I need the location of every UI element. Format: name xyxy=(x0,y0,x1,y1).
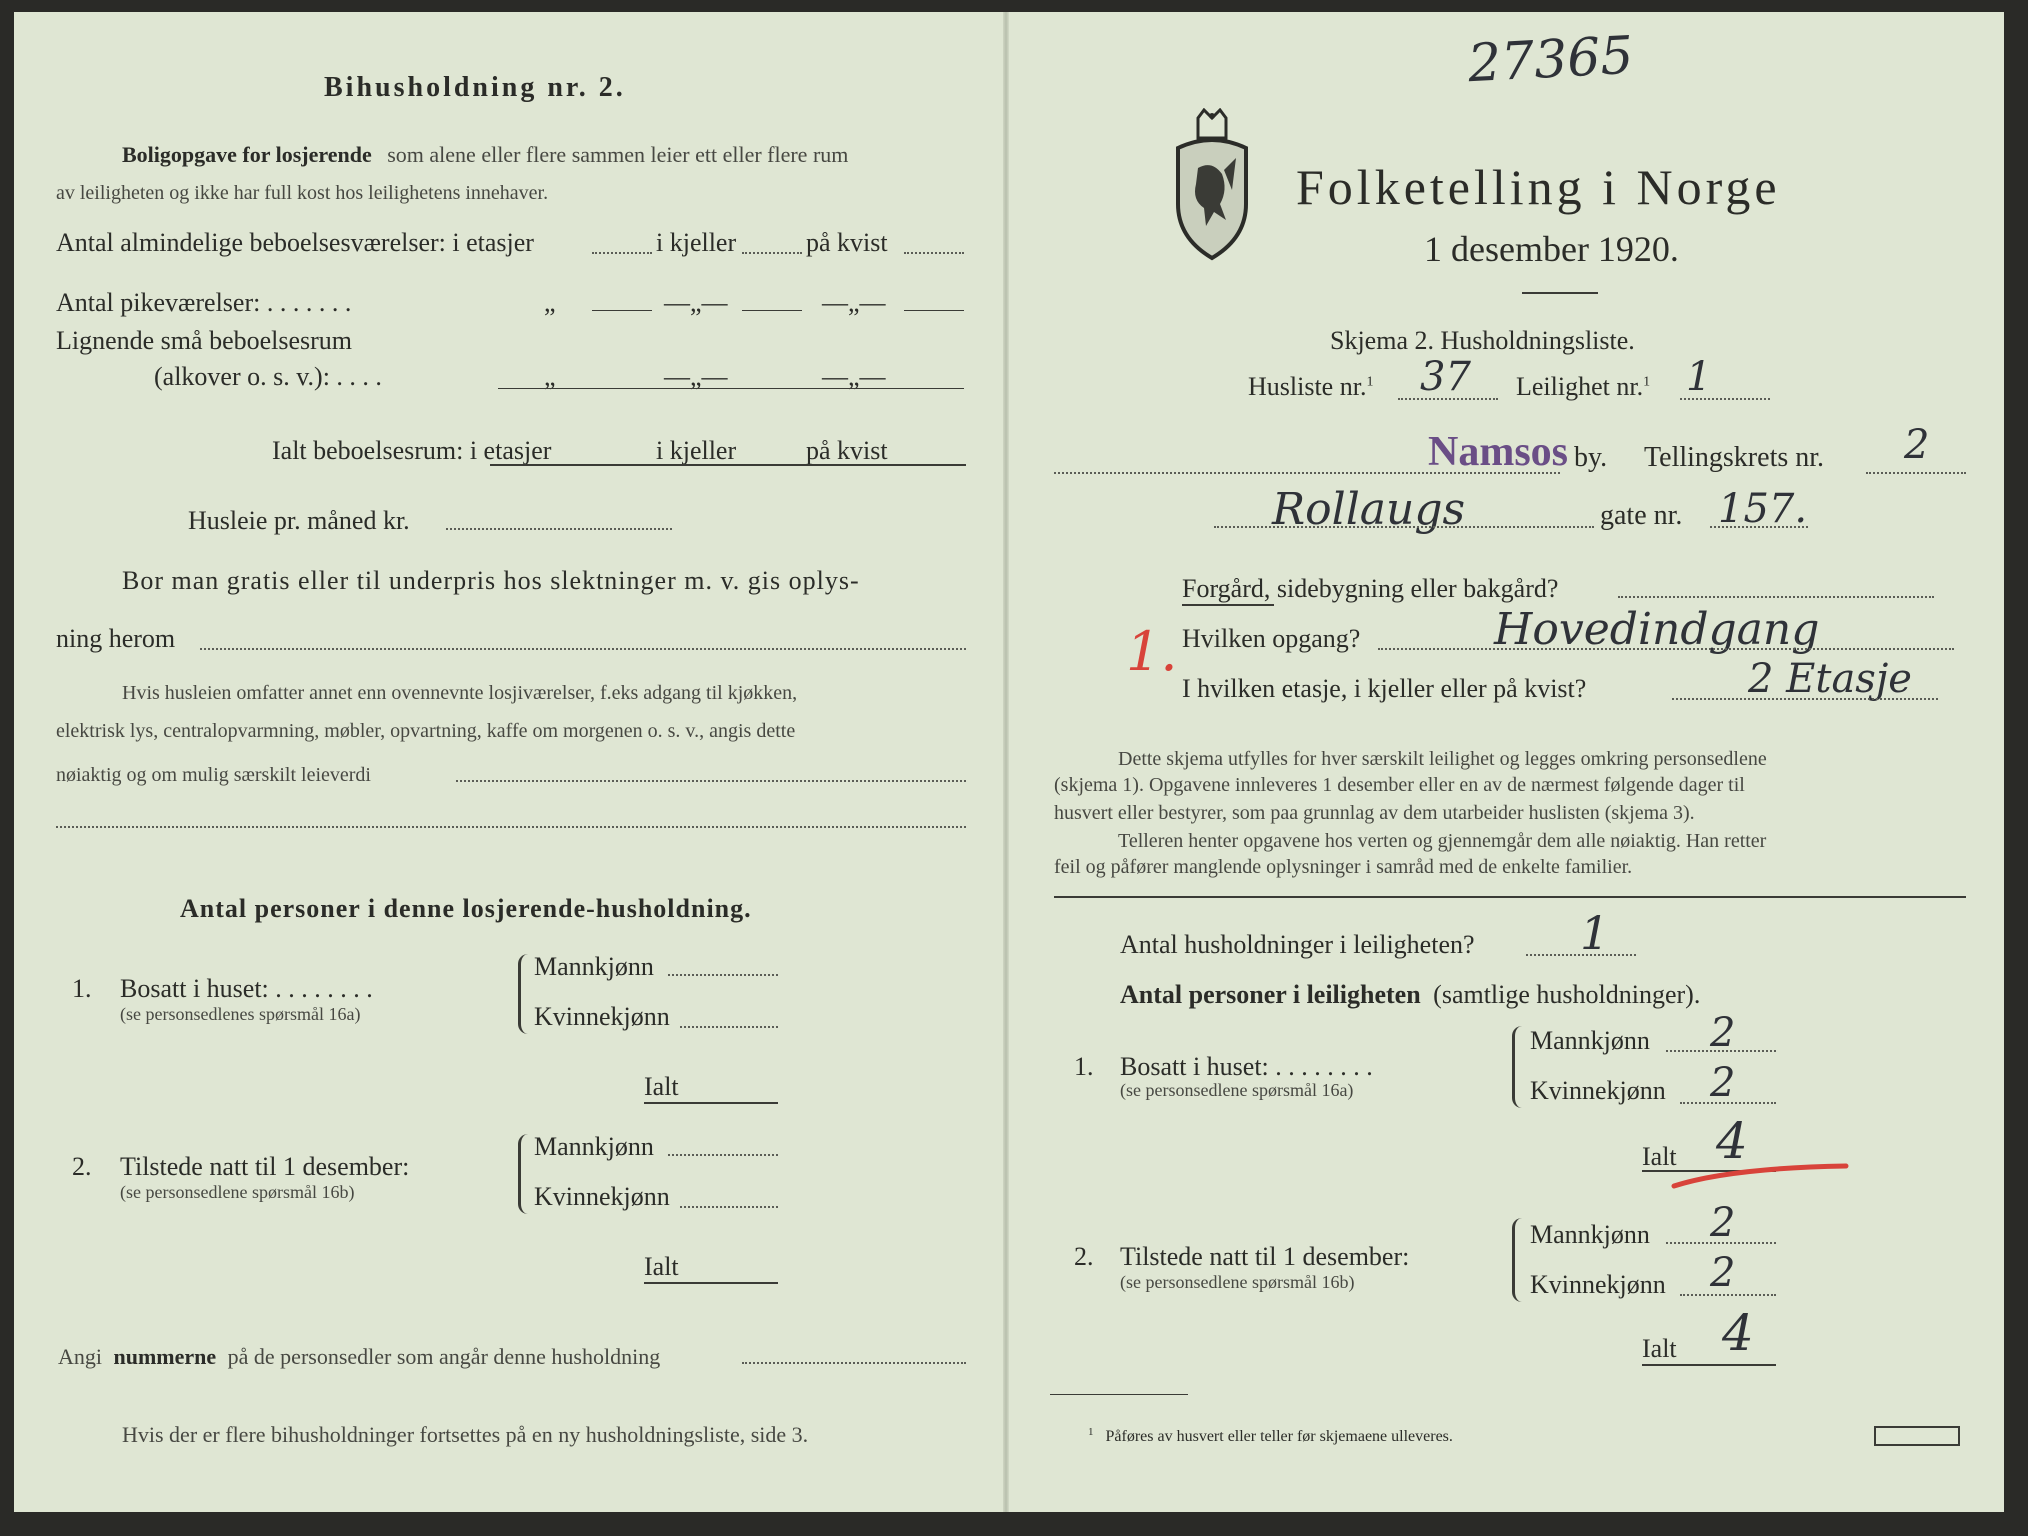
pike-ditto-1: „ xyxy=(544,288,556,317)
page-fold xyxy=(1003,12,1009,1512)
free-line2: ning herom xyxy=(56,624,176,653)
right-q1-brace xyxy=(1512,1026,1525,1108)
extra-field-2 xyxy=(56,826,966,828)
rent-label: Husleie pr. måned kr. xyxy=(188,506,410,535)
info-line4: Telleren henter opgavene hos verten og gjennemgår dem alle nøiaktig. Han retter xyxy=(1118,830,1767,852)
left-q1-kvinne-field xyxy=(680,1026,778,1028)
left-intro-line2: av leiligheten og ikke har full kost hos leilighetens innehaver. xyxy=(56,182,549,204)
extra-field xyxy=(456,780,966,782)
left-q2-kvinne-field xyxy=(680,1206,778,1208)
pike-ditto-3: —„— xyxy=(822,288,886,317)
right-persons-bold: Antal personer i leiligheten xyxy=(1120,980,1421,1009)
opgang-value: Hovedindgang xyxy=(1494,604,1820,655)
gate-label: gate nr. xyxy=(1600,500,1683,531)
husliste-label: Husliste nr.$^1$ xyxy=(1248,372,1374,401)
angi-pre: Angi xyxy=(58,1344,102,1369)
husliste-value: 37 xyxy=(1420,354,1471,400)
left-q1-label: Bosatt i huset: . . . . . . . . xyxy=(120,974,373,1003)
gate-value: 157. xyxy=(1718,486,1808,532)
right-q2-ialt-value: 4 xyxy=(1722,1304,1754,1362)
etasje-field xyxy=(1672,698,1938,700)
right-persons-line xyxy=(1120,980,1700,1010)
forgaard-underline xyxy=(1182,604,1274,606)
right-q2-number: 2. xyxy=(1074,1242,1094,1271)
right-q2-kvinne-field xyxy=(1680,1294,1776,1296)
right-q1-ialt-value: 4 xyxy=(1716,1112,1748,1170)
leilighet-field xyxy=(1680,398,1770,400)
right-q1-mann-field xyxy=(1666,1050,1776,1052)
rooms-kjeller-label: i kjeller xyxy=(656,228,737,257)
right-q2-ialt-field xyxy=(1642,1364,1776,1366)
left-q2-sub: (se personsedlene spørsmål 16b) xyxy=(120,1182,355,1202)
alkover-ditto-1: „ xyxy=(544,362,556,391)
left-footer: Hvis der er flere bihusholdninger fortsettes på en ny husholdningsliste, side 3. xyxy=(122,1422,809,1447)
angi-bold: nummerne xyxy=(113,1344,217,1369)
households-value: 1 xyxy=(1580,906,1610,960)
left-q2-kvinne-label: Kvinnekjønn xyxy=(534,1182,670,1211)
right-q1-ialt-label: Ialt xyxy=(1642,1142,1677,1171)
opgang-label: Hvilken opgang? xyxy=(1182,624,1361,653)
red-margin-mark: 1. xyxy=(1126,620,1178,683)
forgaard-label: Forgård, sidebygning eller bakgård? xyxy=(1182,574,1559,603)
archive-number: 27365 xyxy=(1466,25,1635,95)
left-q2-brace xyxy=(518,1134,531,1214)
street-value: Rollaugs xyxy=(1272,484,1466,535)
right-q2-mann-value: 2 xyxy=(1710,1200,1736,1246)
coat-of-arms-icon xyxy=(1170,108,1254,262)
rooms-etasjer-field xyxy=(592,252,652,254)
red-pencil-stroke xyxy=(1670,1158,1852,1194)
pike-field-1 xyxy=(592,310,652,311)
krets-label: Tellingskrets nr. xyxy=(1644,442,1825,473)
right-q1-number: 1. xyxy=(1074,1052,1094,1081)
krets-value: 2 xyxy=(1904,422,1930,468)
ialt-rooms-label: Ialt beboelsesrum: i etasjer xyxy=(272,436,552,465)
left-q1-ialt-field xyxy=(644,1102,778,1104)
alkover-ditto-2: —„— xyxy=(664,362,728,391)
pike-ditto-2: —„— xyxy=(664,288,728,317)
right-q2-kvinne-value: 2 xyxy=(1710,1250,1736,1296)
alkover-ditto-3: —„— xyxy=(822,362,886,391)
info-line3: husvert eller bestyrer, som paa grunnlag av dem utarbeider huslisten (skjema 3). xyxy=(1054,802,1695,824)
extra-line1: Hvis husleien omfatter annet enn ovennevnte losjiværelser, f.eks adgang til kjøkken, xyxy=(122,682,798,704)
right-q2-label: Tilstede natt til 1 desember: xyxy=(1120,1242,1410,1271)
rooms-kjeller-field xyxy=(742,252,802,254)
right-q1-mann-value: 2 xyxy=(1710,1010,1736,1056)
husliste-field xyxy=(1398,398,1498,400)
ialt-kjeller-label: i kjeller xyxy=(656,436,737,465)
info-rule xyxy=(1054,896,1966,898)
households-field xyxy=(1526,954,1636,956)
angi-line xyxy=(58,1344,660,1370)
left-q1-mann-label: Mannkjønn xyxy=(534,952,654,981)
ialt-rooms-field xyxy=(490,464,966,466)
opgang-field xyxy=(1378,648,1954,650)
left-q1-kvinne-label: Kvinnekjønn xyxy=(534,1002,670,1031)
etasje-label: I hvilken etasje, i kjeller eller på kvist? xyxy=(1182,674,1587,703)
right-q2-mann-field xyxy=(1666,1242,1776,1244)
pike-field-2 xyxy=(742,310,802,311)
left-q1-brace xyxy=(518,954,531,1034)
street-field xyxy=(1214,526,1594,528)
right-q2-sub: (se personsedlene spørsmål 16b) xyxy=(1120,1272,1355,1292)
right-q1-label: Bosatt i huset: . . . . . . . . xyxy=(1120,1052,1373,1081)
right-q1-kvinne-label: Kvinnekjønn xyxy=(1530,1076,1666,1105)
left-persons-heading: Antal personer i denne losjerende-husholdning. xyxy=(180,894,752,923)
angi-post: på de personsedler som angår denne husholdning xyxy=(227,1344,661,1369)
left-title: Bihusholdning nr. 2. xyxy=(324,72,626,103)
date-rule xyxy=(1522,292,1598,294)
by-label: by. xyxy=(1574,442,1608,473)
leilighet-value: 1 xyxy=(1686,354,1712,400)
rent-field xyxy=(446,528,672,530)
info-line1: Dette skjema utfylles for hver særskilt leilighet og legges omkring personsedlene xyxy=(1118,748,1767,770)
right-q2-ialt-label: Ialt xyxy=(1642,1334,1677,1363)
angi-field xyxy=(742,1362,966,1364)
intro-rest: som alene eller flere sammen leier ett eller flere rum xyxy=(387,142,849,167)
left-q1-number: 1. xyxy=(72,974,92,1003)
alkover-label: (alkover o. s. v.): . . . . xyxy=(154,362,382,391)
etasje-value: 2 Etasje xyxy=(1748,656,1912,702)
info-line2: (skjema 1). Opgavene innleveres 1 desember eller en av de nærmest følgende dager til xyxy=(1054,774,1745,796)
free-field xyxy=(200,648,966,650)
left-q2-mann-label: Mannkjønn xyxy=(534,1132,654,1161)
right-q1-mann-label: Mannkjønn xyxy=(1530,1026,1650,1055)
right-q1-kvinne-field xyxy=(1680,1102,1776,1104)
rooms-label: Antal almindelige beboelsesværelser: i etasjer xyxy=(56,228,534,257)
info-line5: feil og påfører manglende oplysninger i samråd med de enkelte familier. xyxy=(1054,856,1633,878)
footnote-rule xyxy=(1050,1394,1188,1395)
extra-line2: elektrisk lys, centralopvarmning, møbler, opvartning, kaffe om morgenen o. s. v., angis dette xyxy=(56,720,796,742)
pike-label: Antal pikeværelser: . . . . . . . xyxy=(56,288,352,317)
left-q2-label: Tilstede natt til 1 desember: xyxy=(120,1152,410,1181)
households-label: Antal husholdninger i leiligheten? xyxy=(1120,930,1475,959)
right-q2-mann-label: Mannkjønn xyxy=(1530,1220,1650,1249)
small-rooms-label: Lignende små beboelsesrum xyxy=(56,326,353,355)
ialt-kvist-label: på kvist xyxy=(806,436,888,465)
right-q1-sub: (se personsedlene spørsmål 16a) xyxy=(1120,1080,1354,1100)
intro-bold: Boligopgave for losjerende xyxy=(122,142,372,167)
left-q1-mann-field xyxy=(668,974,778,976)
left-q2-number: 2. xyxy=(72,1152,92,1181)
alkover-field xyxy=(498,388,964,389)
left-intro-line1 xyxy=(122,142,848,168)
city-stamp: Namsos xyxy=(1428,429,1569,475)
right-date: 1 desember 1920. xyxy=(1424,229,1679,269)
rooms-kvist-label: på kvist xyxy=(806,228,888,257)
left-q2-ialt-label: Ialt xyxy=(644,1252,679,1281)
schema-label: Skjema 2. Husholdningsliste. xyxy=(1330,326,1635,355)
right-footnote: $^1$ Påføres av husvert eller teller før skjemaene ulleveres. xyxy=(1088,1426,1453,1446)
right-persons-rest: (samtlige husholdninger). xyxy=(1433,980,1701,1009)
rooms-kvist-field xyxy=(904,252,964,254)
forgaard-field xyxy=(1618,596,1934,598)
free-line1: Bor man gratis eller til underpris hos slektninger m. v. gis oplys- xyxy=(122,566,860,595)
right-title: Folketelling i Norge xyxy=(1296,159,1781,215)
left-q2-mann-field xyxy=(668,1154,778,1156)
right-q2-kvinne-label: Kvinnekjønn xyxy=(1530,1270,1666,1299)
gate-field xyxy=(1710,526,1808,528)
leilighet-label: Leilighet nr.$^1$ xyxy=(1516,372,1651,401)
right-q2-brace xyxy=(1512,1218,1525,1302)
right-q1-kvinne-value: 2 xyxy=(1710,1060,1736,1106)
extra-line3: nøiaktig og om mulig særskilt leieverdi xyxy=(56,764,371,786)
left-q1-ialt-label: Ialt xyxy=(644,1072,679,1101)
left-q1-sub: (se personsedlenes spørsmål 16a) xyxy=(120,1004,361,1024)
printer-mark-icon xyxy=(1874,1426,1960,1446)
left-q2-ialt-field xyxy=(644,1282,778,1284)
krets-field xyxy=(1866,472,1966,474)
pike-field-3 xyxy=(904,310,964,311)
